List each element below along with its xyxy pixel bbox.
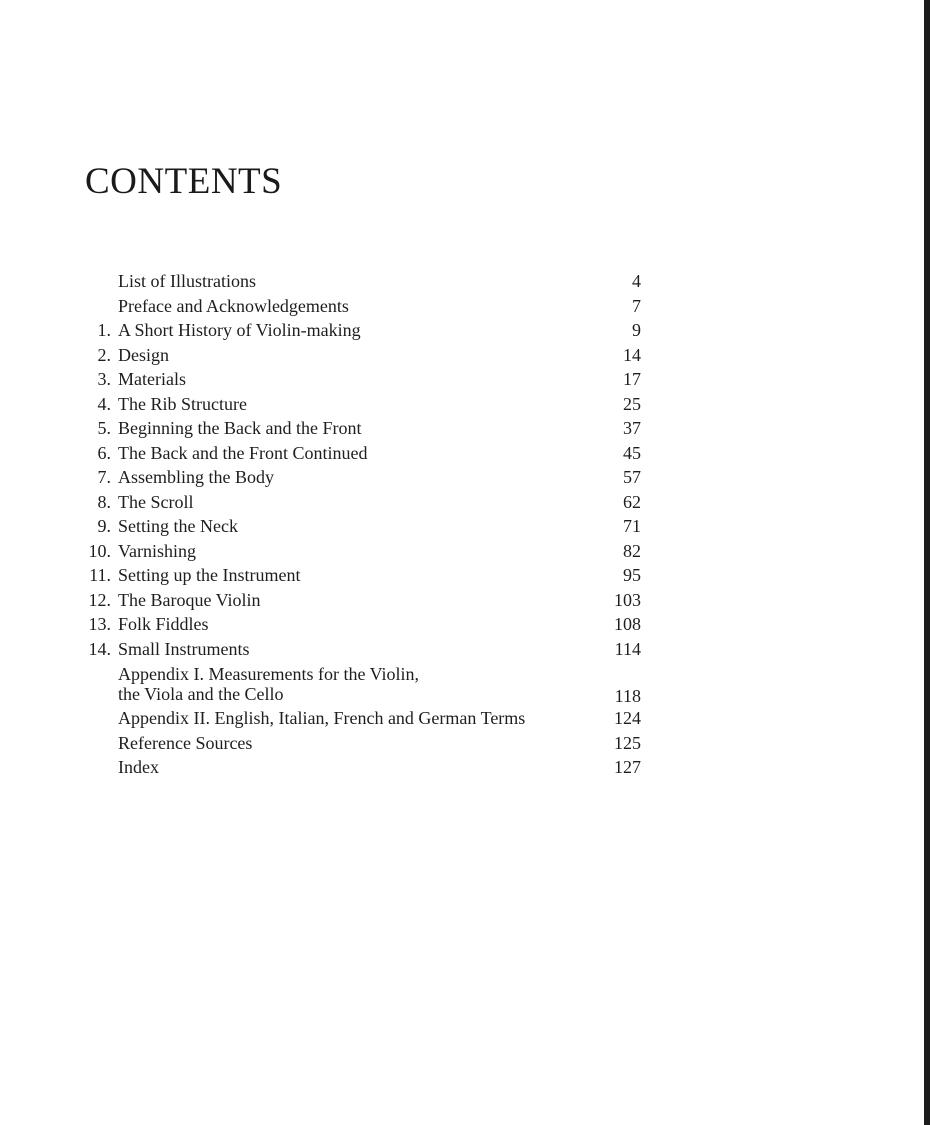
toc-entry — [78, 343, 646, 368]
toc-entry — [78, 706, 646, 731]
toc-entry — [78, 637, 646, 662]
entry-page: 118 — [614, 686, 641, 706]
entry-number: 14. — [88, 638, 111, 659]
toc-entry — [78, 465, 646, 490]
entry-title-line: Appendix I. Measurements for the Violin, — [118, 664, 420, 684]
toc-entry — [78, 392, 646, 417]
entry-title: Materials — [118, 369, 186, 389]
entry-page: 82 — [623, 540, 641, 561]
toc-entry — [78, 490, 646, 515]
toc-entry — [78, 661, 646, 706]
toc-entry — [78, 441, 646, 466]
entry-page: 127 — [614, 757, 641, 777]
entry-page: 103 — [614, 589, 641, 610]
toc-entry — [78, 318, 646, 343]
entry-number: 7. — [97, 467, 111, 487]
entry-number: 6. — [97, 442, 111, 463]
entry-number: 11. — [89, 565, 111, 585]
toc-entry — [78, 731, 646, 756]
toc-entry — [78, 588, 646, 613]
entry-number: 2. — [97, 344, 111, 365]
entry-page: 17 — [623, 369, 641, 389]
entry-page: 9 — [632, 320, 641, 340]
page-edge-divider — [924, 0, 930, 1125]
entry-title: Assembling the Body — [118, 467, 274, 487]
entry-page: 25 — [623, 393, 641, 414]
entry-title: The Scroll — [118, 491, 194, 512]
entry-title: Setting up the Instrument — [118, 565, 301, 585]
entry-page: 71 — [623, 516, 641, 536]
entry-title: The Back and the Front Continued — [118, 442, 368, 463]
entry-title: Preface and Acknowledgements — [118, 295, 349, 316]
entry-page: 62 — [623, 491, 641, 512]
entry-number: 4. — [97, 393, 111, 414]
entry-title: A Short History of Violin-making — [118, 320, 361, 340]
toc-entry — [78, 269, 646, 294]
entry-title: Varnishing — [118, 540, 196, 561]
entry-page: 37 — [623, 418, 641, 438]
entry-title: The Baroque Violin — [118, 589, 261, 610]
toc-entry — [78, 416, 646, 441]
entry-number: 13. — [88, 614, 111, 634]
entry-title: Small Instruments — [118, 638, 250, 659]
entry-page: 114 — [614, 638, 641, 659]
entry-page: 108 — [614, 614, 641, 634]
toc-entry — [78, 755, 646, 780]
entry-title: Reference Sources — [118, 732, 253, 753]
entry-page: 45 — [623, 442, 641, 463]
entry-title: Folk Fiddles — [118, 614, 209, 634]
page-title: CONTENTS — [85, 161, 283, 202]
entry-page: 7 — [632, 295, 641, 316]
entry-page: 124 — [614, 708, 641, 728]
entry-title: Appendix II. English, Italian, French and German Terms — [118, 708, 526, 728]
entry-title: Beginning the Back and the Front — [118, 418, 362, 438]
toc-entry — [78, 612, 646, 637]
entry-number: 1. — [97, 320, 111, 340]
entry-page: 14 — [623, 344, 641, 365]
table-of-contents — [78, 269, 646, 780]
toc-entry — [78, 367, 646, 392]
entry-number: 10. — [88, 540, 111, 561]
toc-entry — [78, 539, 646, 564]
entry-number: 8. — [97, 491, 111, 512]
entry-page: 125 — [614, 732, 641, 753]
entry-number: 9. — [97, 516, 111, 536]
entry-number: 3. — [97, 369, 111, 389]
entry-title — [118, 664, 598, 704]
toc-entry — [78, 514, 646, 539]
entry-title: The Rib Structure — [118, 393, 247, 414]
entry-number: 12. — [88, 589, 111, 610]
entry-title: Setting the Neck — [118, 516, 238, 536]
entry-page: 57 — [623, 467, 641, 487]
entry-title: Design — [118, 344, 169, 365]
entry-title: List of Illustrations — [118, 271, 256, 291]
toc-entry — [78, 563, 646, 588]
toc-entry — [78, 294, 646, 319]
entry-title: Index — [118, 757, 159, 777]
entry-page: 4 — [632, 271, 641, 291]
entry-number: 5. — [97, 418, 111, 438]
entry-page: 95 — [623, 565, 641, 585]
entry-title-line: the Viola and the Cello — [118, 684, 284, 704]
